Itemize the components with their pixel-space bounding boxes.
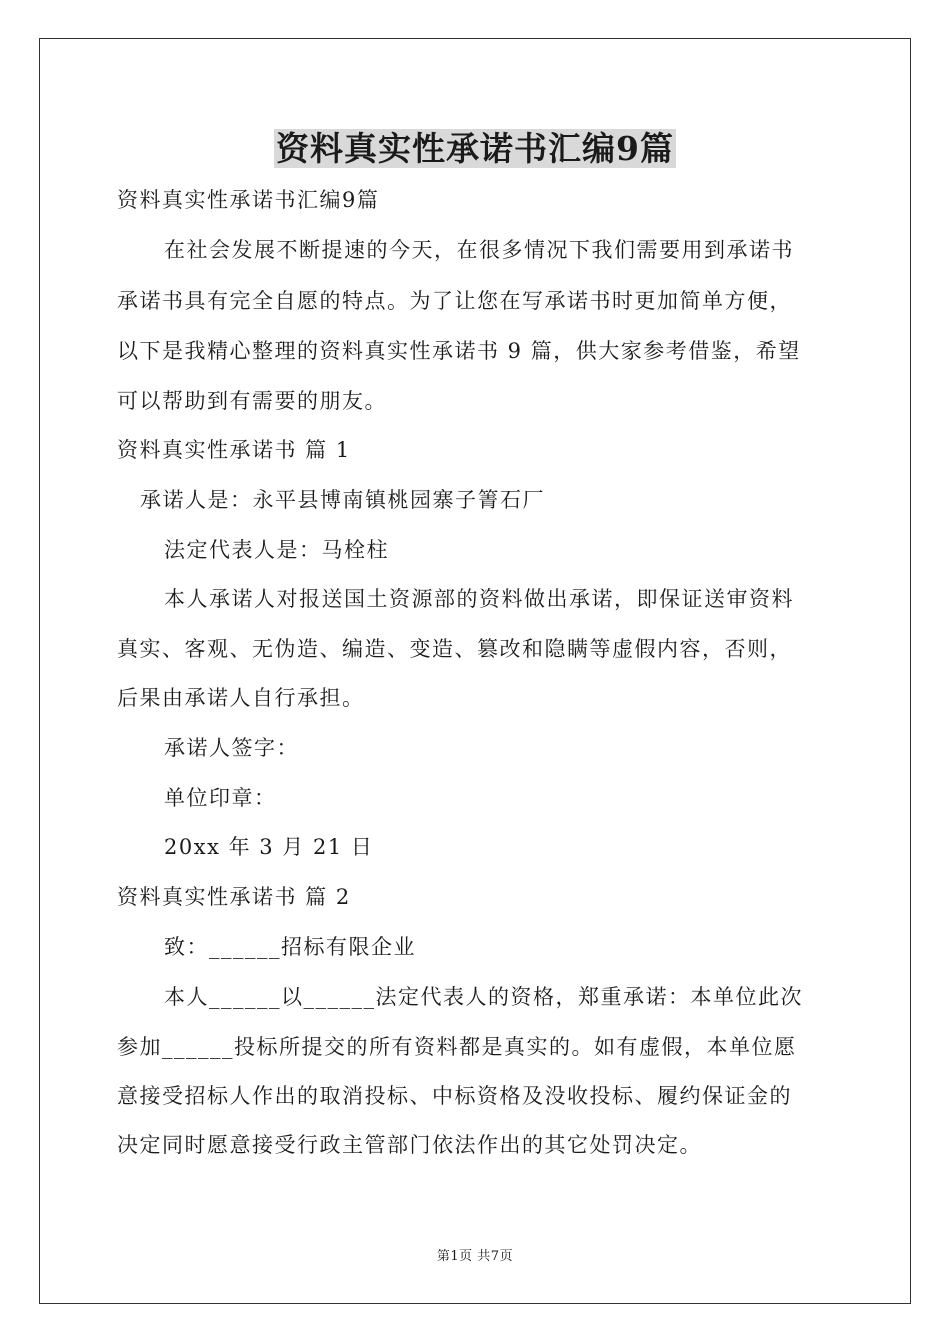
text-line: 致：______招标有限企业 bbox=[164, 935, 416, 959]
text-line: 决定同时愿意接受行政主管部门依法作出的其它处罚决定。 bbox=[117, 1133, 702, 1157]
text-line: 资料真实性承诺书汇编9篇 bbox=[117, 188, 380, 212]
text-line: 参加______投标所提交的所有资料都是真实的。如有虚假，本单位愿 bbox=[117, 1035, 797, 1059]
text-line: 资料真实性承诺书 篇 2 bbox=[117, 885, 351, 909]
text-line: 单位印章： bbox=[164, 786, 277, 810]
text-line: 本人______以______法定代表人的资格，郑重承诺：本单位此次 bbox=[164, 985, 803, 1009]
page-footer: 第1页 共7页 bbox=[436, 1249, 514, 1264]
page-border bbox=[39, 38, 911, 1304]
text-line: 可以帮助到有需要的朋友。 bbox=[117, 389, 387, 413]
document-title-text: 资料真实性承诺书汇编9篇 bbox=[276, 129, 674, 168]
text-line: 真实、客观、无伪造、编造、变造、篡改和隐瞒等虚假内容，否则， bbox=[117, 637, 792, 661]
text-line: 法定代表人是：马栓柱 bbox=[164, 538, 389, 562]
text-line: 承诺人签字： bbox=[164, 736, 299, 760]
text-line: 在社会发展不断提速的今天，在很多情况下我们需要用到承诺书 bbox=[164, 238, 794, 262]
text-line: 意接受招标人作出的取消投标、中标资格及没收投标、履约保证金的 bbox=[117, 1084, 792, 1108]
text-line: 承诺人是：永平县博南镇桃园寨子箐石厂 bbox=[140, 488, 545, 512]
text-line: 资料真实性承诺书 篇 1 bbox=[117, 438, 351, 462]
document-title bbox=[0, 126, 950, 172]
text-line: 本人承诺人对报送国土资源部的资料做出承诺，即保证送审资料 bbox=[164, 587, 794, 611]
text-line: 后果由承诺人自行承担。 bbox=[117, 686, 365, 710]
text-line: 20xx 年 3 月 21 日 bbox=[164, 835, 374, 859]
text-line: 以下是我精心整理的资料真实性承诺书 9 篇，供大家参考借鉴，希望 bbox=[117, 339, 801, 363]
text-line: 承诺书具有完全自愿的特点。为了让您在写承诺书时更加简单方便， bbox=[117, 289, 792, 313]
